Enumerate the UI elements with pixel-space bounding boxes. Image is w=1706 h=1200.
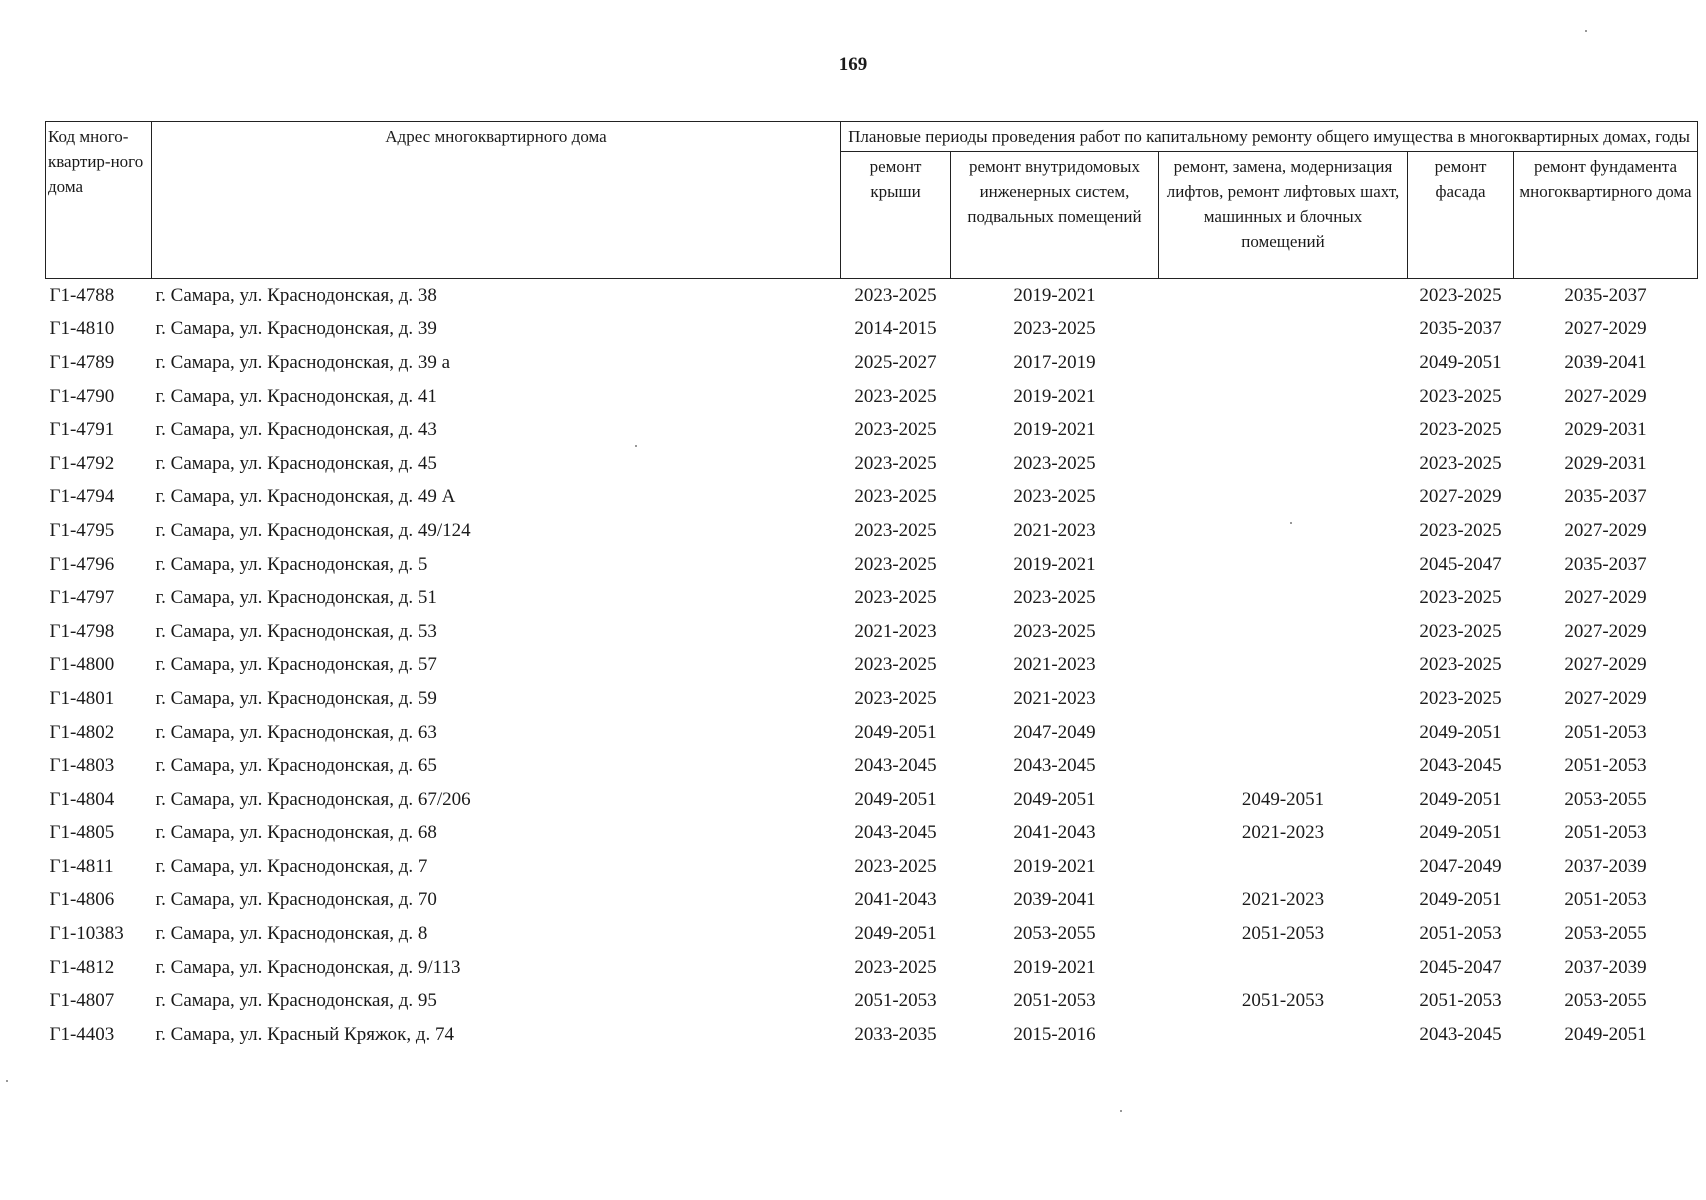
cell-foundation: 2053-2055: [1564, 788, 1647, 810]
table-row: [46, 615, 1698, 649]
scan-speck: [635, 445, 637, 447]
cell-systems: 2023-2025: [1013, 318, 1096, 340]
cell-address: г. Самара, ул. Краснодонская, д. 65: [155, 755, 437, 777]
cell-address: г. Самара, ул. Краснодонская, д. 39: [155, 318, 437, 340]
table-row: [46, 481, 1698, 515]
cell-facade: 2049-2051: [1419, 889, 1502, 911]
table-row: [46, 380, 1698, 414]
cell-foundation: 2051-2053: [1564, 889, 1647, 911]
cell-roof: 2051-2053: [854, 990, 937, 1012]
table-row: [46, 649, 1698, 683]
cell-elevators: [1159, 716, 1408, 750]
cell-foundation: 2037-2039: [1564, 855, 1647, 877]
cell-address: г. Самара, ул. Краснодонская, д. 68: [155, 822, 437, 844]
table-row: [46, 884, 1698, 918]
cell-facade: 2043-2045: [1419, 1023, 1502, 1045]
cell-facade: 2023-2025: [1419, 419, 1502, 441]
cell-code: Г1-4810: [49, 318, 115, 340]
cell-systems: 2019-2021: [1013, 419, 1096, 441]
cell-roof: 2023-2025: [854, 654, 937, 676]
cell-address: г. Самара, ул. Краснодонская, д. 41: [155, 385, 437, 407]
cell-address: г. Самара, ул. Краснодонская, д. 5: [155, 553, 428, 575]
cell-systems: 2021-2023: [1013, 687, 1096, 709]
cell-systems: 2049-2051: [1013, 788, 1096, 810]
cell-address: г. Самара, ул. Краснодонская, д. 9/113: [155, 956, 461, 978]
cell-code: Г1-4804: [49, 788, 115, 810]
scan-speck: [1290, 522, 1292, 524]
cell-elevators: [1159, 649, 1408, 683]
cell-foundation: 2039-2041: [1564, 351, 1647, 373]
cell-code: Г1-4801: [49, 687, 115, 709]
cell-facade: 2049-2051: [1419, 822, 1502, 844]
cell-systems: 2021-2023: [1013, 654, 1096, 676]
cell-address: г. Самара, ул. Краснодонская, д. 43: [155, 419, 437, 441]
cell-code: Г1-4805: [49, 822, 115, 844]
cell-roof: 2023-2025: [854, 452, 937, 474]
table-row: [46, 917, 1698, 951]
cell-facade: 2023-2025: [1419, 284, 1502, 306]
cell-foundation: 2027-2029: [1564, 519, 1647, 541]
header-roof: ремонт крыши: [841, 152, 951, 279]
cell-address: г. Самара, ул. Краснодонская, д. 38: [155, 284, 437, 306]
table-row: [46, 682, 1698, 716]
cell-elevators: [1159, 1018, 1408, 1052]
page-number: 169: [838, 54, 868, 75]
cell-facade: 2051-2053: [1419, 923, 1502, 945]
cell-address: г. Самара, ул. Краснодонская, д. 95: [155, 990, 437, 1012]
cell-address: г. Самара, ул. Краснодонская, д. 53: [155, 620, 437, 642]
cell-facade: 2049-2051: [1419, 721, 1502, 743]
repair-schedule-table: [45, 121, 1698, 1052]
cell-address: г. Самара, ул. Краснодонская, д. 45: [155, 452, 437, 474]
cell-code: Г1-4796: [49, 553, 115, 575]
cell-elevators: [1159, 279, 1408, 313]
cell-roof: 2023-2025: [854, 486, 937, 508]
cell-facade: 2023-2025: [1419, 519, 1502, 541]
cell-facade: 2045-2047: [1419, 553, 1502, 575]
cell-roof: 2023-2025: [854, 553, 937, 575]
cell-systems: 2051-2053: [1013, 990, 1096, 1012]
cell-systems: 2015-2016: [1013, 1023, 1096, 1045]
cell-foundation: 2037-2039: [1564, 956, 1647, 978]
cell-code: Г1-4794: [49, 486, 115, 508]
table-row: [46, 313, 1698, 347]
cell-elevators: [1159, 514, 1408, 548]
cell-systems: 2019-2021: [1013, 956, 1096, 978]
cell-systems: 2017-2019: [1013, 351, 1096, 373]
table-row: [46, 984, 1698, 1018]
table-row: [46, 548, 1698, 582]
cell-code: Г1-4403: [49, 1023, 115, 1045]
cell-code: Г1-10383: [49, 923, 124, 945]
cell-roof: 2049-2051: [854, 788, 937, 810]
cell-systems: 2019-2021: [1013, 385, 1096, 407]
cell-systems: 2023-2025: [1013, 486, 1096, 508]
cell-roof: 2049-2051: [854, 923, 937, 945]
cell-foundation: 2053-2055: [1564, 923, 1647, 945]
cell-foundation: 2051-2053: [1564, 755, 1647, 777]
cell-foundation: 2027-2029: [1564, 620, 1647, 642]
cell-roof: 2043-2045: [854, 822, 937, 844]
cell-address: г. Самара, ул. Краснодонская, д. 51: [155, 587, 437, 609]
cell-elevators: [1159, 413, 1408, 447]
cell-foundation: 2051-2053: [1564, 822, 1647, 844]
cell-elevators: [1159, 346, 1408, 380]
header-code: Код много-квартир-ного дома: [46, 122, 152, 279]
cell-foundation: 2029-2031: [1564, 419, 1647, 441]
cell-address: г. Самара, ул. Красный Кряжок, д. 74: [155, 1023, 455, 1045]
cell-address: г. Самара, ул. Краснодонская, д. 70: [155, 889, 437, 911]
cell-foundation: 2053-2055: [1564, 990, 1647, 1012]
cell-facade: 2049-2051: [1419, 788, 1502, 810]
cell-facade: 2023-2025: [1419, 687, 1502, 709]
cell-code: Г1-4795: [49, 519, 115, 541]
cell-elevators: [1159, 447, 1408, 481]
cell-facade: 2023-2025: [1419, 620, 1502, 642]
cell-elevators: [1159, 682, 1408, 716]
cell-roof: 2043-2045: [854, 755, 937, 777]
cell-systems: 2043-2045: [1013, 755, 1096, 777]
cell-address: г. Самара, ул. Краснодонская, д. 49 А: [155, 486, 456, 508]
table-row: [46, 951, 1698, 985]
cell-code: Г1-4798: [49, 620, 115, 642]
cell-roof: 2025-2027: [854, 351, 937, 373]
cell-code: Г1-4803: [49, 755, 115, 777]
cell-elevators: [1159, 313, 1408, 347]
cell-elevators: 2051-2053: [1241, 923, 1325, 945]
cell-address: г. Самара, ул. Краснодонская, д. 49/124: [155, 519, 471, 541]
cell-code: Г1-4788: [49, 284, 115, 306]
cell-elevators: 2021-2023: [1241, 822, 1325, 844]
cell-facade: 2023-2025: [1419, 385, 1502, 407]
cell-code: Г1-4807: [49, 990, 115, 1012]
cell-systems: 2019-2021: [1013, 553, 1096, 575]
cell-roof: 2021-2023: [854, 620, 937, 642]
cell-systems: 2047-2049: [1013, 721, 1096, 743]
cell-systems: 2021-2023: [1013, 519, 1096, 541]
cell-facade: 2027-2029: [1419, 486, 1502, 508]
cell-facade: 2045-2047: [1419, 956, 1502, 978]
cell-facade: 2035-2037: [1419, 318, 1502, 340]
header-planned-periods: Плановые периоды проведения работ по капитальному ремонту общего имущества в многоквартирных домах, годы: [841, 122, 1698, 152]
table-row: [46, 1018, 1698, 1052]
table-row: [46, 514, 1698, 548]
cell-foundation: 2027-2029: [1564, 587, 1647, 609]
cell-foundation: 2027-2029: [1564, 654, 1647, 676]
table-row: [46, 346, 1698, 380]
table-row: [46, 581, 1698, 615]
cell-facade: 2023-2025: [1419, 587, 1502, 609]
cell-code: Г1-4811: [49, 855, 114, 877]
cell-facade: 2023-2025: [1419, 654, 1502, 676]
cell-code: Г1-4797: [49, 587, 115, 609]
cell-elevators: 2051-2053: [1241, 990, 1325, 1012]
cell-facade: 2051-2053: [1419, 990, 1502, 1012]
cell-foundation: 2027-2029: [1564, 318, 1647, 340]
cell-address: г. Самара, ул. Краснодонская, д. 8: [155, 923, 428, 945]
table-row: [46, 817, 1698, 851]
cell-elevators: [1159, 850, 1408, 884]
cell-systems: 2023-2025: [1013, 587, 1096, 609]
cell-code: Г1-4792: [49, 452, 115, 474]
header-foundation: ремонт фундамента многоквартирного дома: [1514, 152, 1698, 279]
cell-systems: 2053-2055: [1013, 923, 1096, 945]
cell-roof: 2023-2025: [854, 419, 937, 441]
header-systems: ремонт внутридомовых инженерных систем, подвальных помещений: [951, 152, 1159, 279]
cell-roof: 2023-2025: [854, 956, 937, 978]
cell-elevators: [1159, 615, 1408, 649]
header-address: Адрес многоквартирного дома: [152, 122, 841, 279]
cell-roof: 2023-2025: [854, 519, 937, 541]
cell-elevators: [1159, 548, 1408, 582]
table-row: [46, 447, 1698, 481]
cell-elevators: [1159, 380, 1408, 414]
cell-code: Г1-4802: [49, 721, 115, 743]
cell-foundation: 2049-2051: [1564, 1023, 1647, 1045]
header-facade: ремонт фасада: [1408, 152, 1514, 279]
cell-roof: 2041-2043: [854, 889, 937, 911]
cell-code: Г1-4791: [49, 419, 115, 441]
cell-foundation: 2035-2037: [1564, 553, 1647, 575]
cell-foundation: 2035-2037: [1564, 284, 1647, 306]
table-row: [46, 279, 1698, 313]
cell-systems: 2039-2041: [1013, 889, 1096, 911]
cell-roof: 2049-2051: [854, 721, 937, 743]
scan-speck: [1120, 1110, 1122, 1112]
cell-roof: 2023-2025: [854, 284, 937, 306]
cell-code: Г1-4790: [49, 385, 115, 407]
cell-code: Г1-4806: [49, 889, 115, 911]
cell-systems: 2023-2025: [1013, 620, 1096, 642]
cell-elevators: 2021-2023: [1241, 889, 1325, 911]
cell-foundation: 2051-2053: [1564, 721, 1647, 743]
cell-elevators: [1159, 581, 1408, 615]
table-row: [46, 716, 1698, 750]
cell-foundation: 2027-2029: [1564, 687, 1647, 709]
cell-address: г. Самара, ул. Краснодонская, д. 67/206: [155, 788, 471, 810]
cell-foundation: 2035-2037: [1564, 486, 1647, 508]
cell-roof: 2023-2025: [854, 687, 937, 709]
table-header: [46, 122, 1698, 279]
cell-elevators: [1159, 749, 1408, 783]
header-elevators: ремонт, замена, модернизация лифтов, ремонт лифтовых шахт, машинных и блочных помещений: [1159, 152, 1408, 279]
table-row: [46, 850, 1698, 884]
table-row: [46, 749, 1698, 783]
table-row: [46, 413, 1698, 447]
scan-speck: [6, 1080, 8, 1082]
cell-elevators: 2049-2051: [1241, 788, 1325, 810]
cell-facade: 2049-2051: [1419, 351, 1502, 373]
scan-speck: [1585, 30, 1587, 32]
cell-address: г. Самара, ул. Краснодонская, д. 63: [155, 721, 437, 743]
cell-foundation: 2029-2031: [1564, 452, 1647, 474]
cell-elevators: [1159, 951, 1408, 985]
cell-roof: 2023-2025: [854, 855, 937, 877]
cell-facade: 2043-2045: [1419, 755, 1502, 777]
table-body: [46, 279, 1698, 1052]
cell-systems: 2019-2021: [1013, 855, 1096, 877]
cell-address: г. Самара, ул. Краснодонская, д. 39 а: [155, 351, 451, 373]
cell-code: Г1-4800: [49, 654, 115, 676]
cell-roof: 2014-2015: [854, 318, 937, 340]
cell-address: г. Самара, ул. Краснодонская, д. 57: [155, 654, 437, 676]
cell-address: г. Самара, ул. Краснодонская, д. 7: [155, 855, 428, 877]
cell-facade: 2023-2025: [1419, 452, 1502, 474]
cell-systems: 2023-2025: [1013, 452, 1096, 474]
cell-roof: 2023-2025: [854, 385, 937, 407]
cell-roof: 2033-2035: [854, 1023, 937, 1045]
cell-foundation: 2027-2029: [1564, 385, 1647, 407]
cell-facade: 2047-2049: [1419, 855, 1502, 877]
table-row: [46, 783, 1698, 817]
cell-systems: 2019-2021: [1013, 284, 1096, 306]
cell-systems: 2041-2043: [1013, 822, 1096, 844]
cell-code: Г1-4789: [49, 351, 115, 373]
cell-elevators: [1159, 481, 1408, 515]
cell-code: Г1-4812: [49, 956, 115, 978]
cell-roof: 2023-2025: [854, 587, 937, 609]
cell-address: г. Самара, ул. Краснодонская, д. 59: [155, 687, 437, 709]
